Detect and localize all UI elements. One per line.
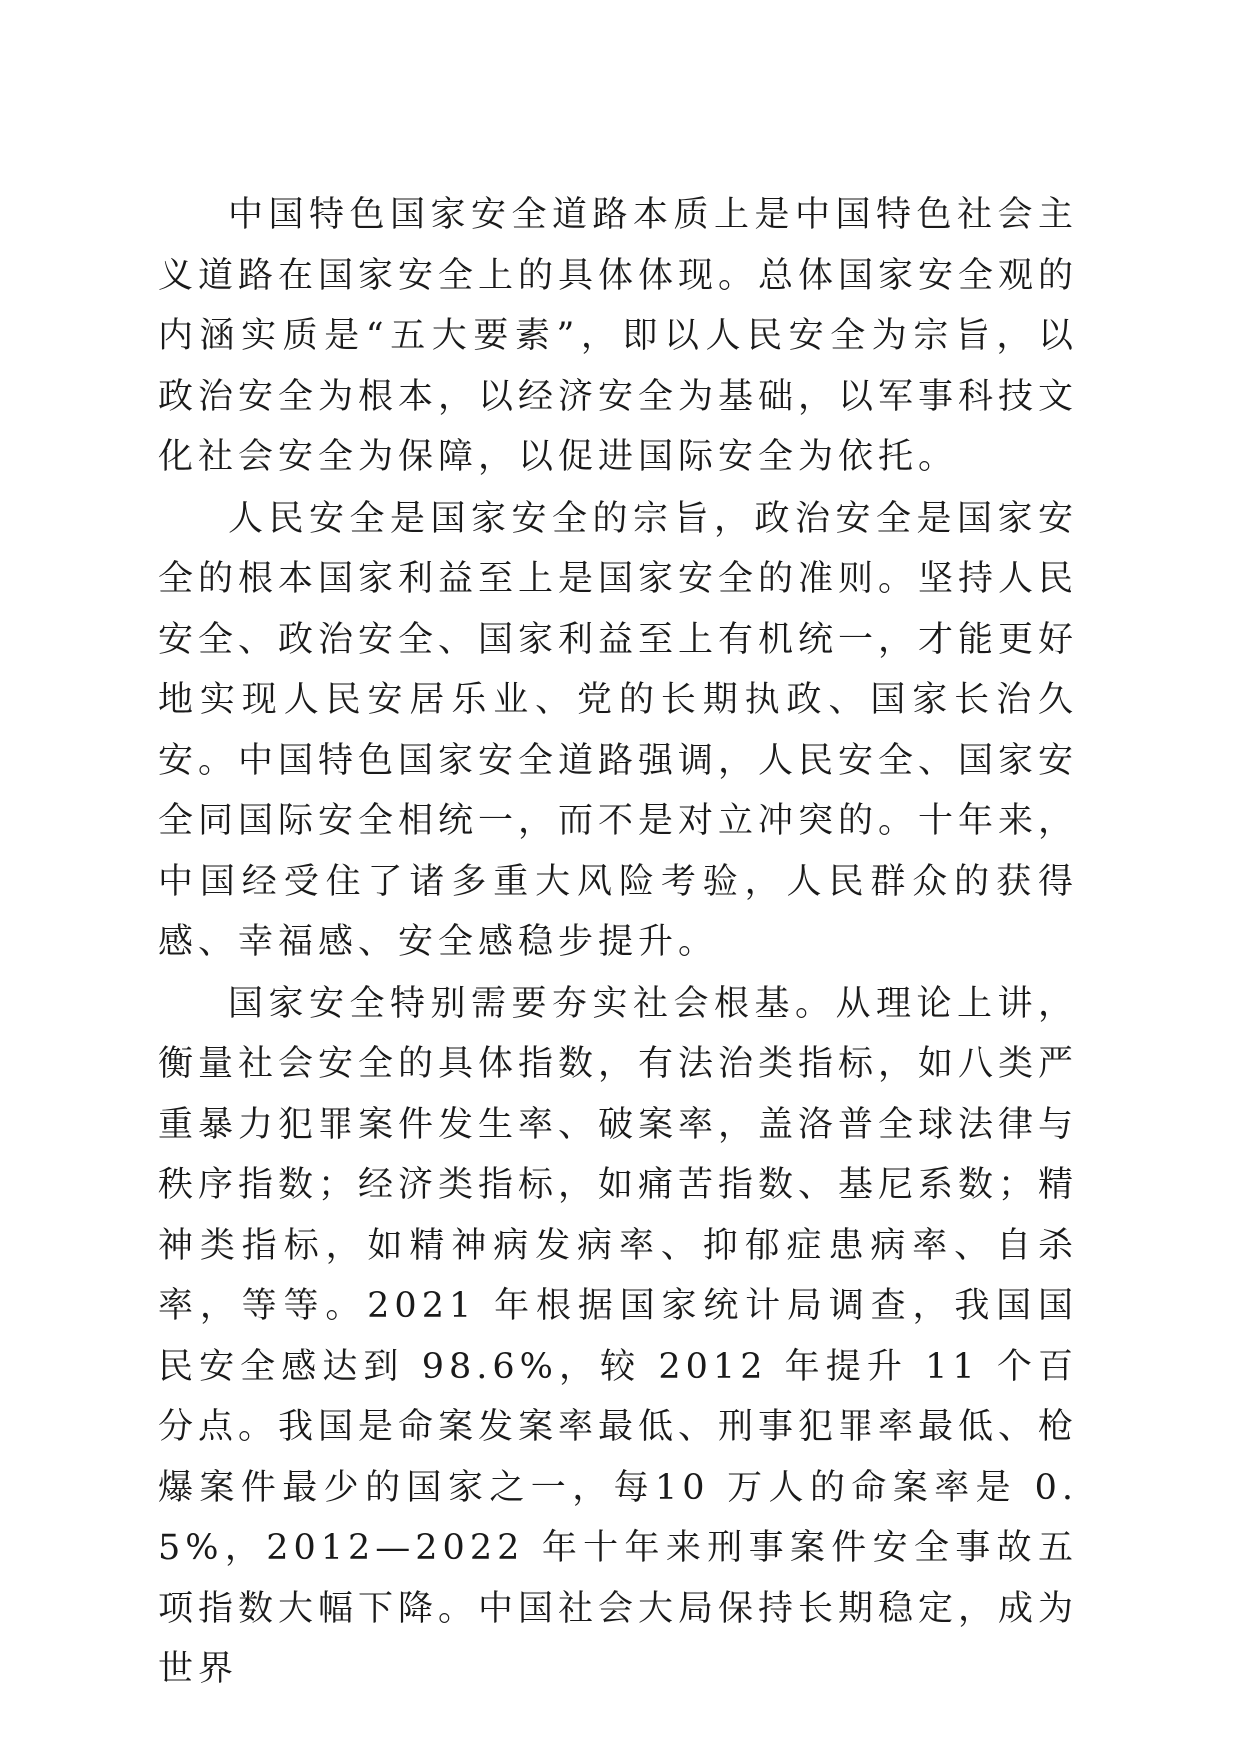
paragraph-2: 人民安全是国家安全的宗旨，政治安全是国家安全的根本国家利益至上是国家安全的准则。坚持人民安全、政治安全、国家利益至上有机统一，才能更好地实现人民安居乐业、党的长期执政、国家长治久安。中国特色国家安全道路强调，人民安全、国家安全同国际安全相统一，而不是对立冲突的。十年来，中国经受住了诸多重大风险考验，人民群众的获得感、幸福感、安全感稳步提升。 [158,498,1079,962]
paragraph-3: 国家安全特别需要夯实社会根基。从理论上讲，衡量社会安全的具体指数，有法治类指标，如八类严重暴力犯罪案件发生率、破案率，盖洛普全球法律与秩序指数；经济类指标，如痛苦指数、基尼系数；精神类指标，如精神病发病率、抑郁症患病率、自杀率，等等。2021 年根据国家统计局调查，我国国民安全感达到 98.6%，较 2012 年提升 11 个百分点。我国是命案发案率最低、刑事犯罪率最低、枪爆案件最少的国家之一，每10 万人的命案率是 0.5%，2012—2022 年十年来刑事案件安全事故五项指数大幅下降。中国社会大局保持长期稳定，成为世界 [158,983,1079,1689]
paragraph-1: 中国特色国家安全道路本质上是中国特色社会主义道路在国家安全上的具体体现。总体国家安全观的内涵实质是“五大要素”，即以人民安全为宗旨，以政治安全为根本，以经济安全为基础，以军事科技文化社会安全为保障，以促进国际安全为依托。 [158,195,1079,477]
document-body [158,185,1078,1701]
